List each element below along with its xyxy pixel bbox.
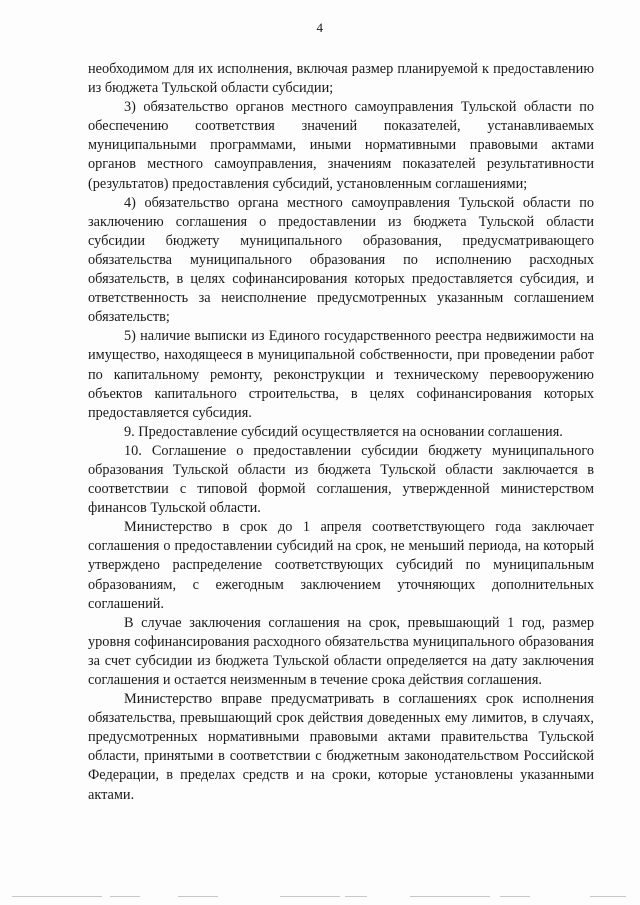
paragraph-clause-10: 10. Соглашение о предоставлении субсидии бюджету муниципального образования Тульской области из бюджета Тульской области заключается в соответствии с типовой формой соглашения, утвержденной министерством финансов Тульской области. — [88, 442, 594, 517]
scan-footer-noise — [0, 891, 640, 897]
paragraph-continuation: необходимом для их исполнения, включая размер планируемой к предоставлению из бюджета Тульской области субсидии; — [88, 61, 594, 97]
paragraph-ministry-rights: Министерство вправе предусматривать в соглашениях срок исполнения обязательства, превышающий срок действия доведенных ему лимитов, в случаях, предусмотренных нормативными правовыми актами правительства Тульской области, принятыми в соответствии с бюджетным законодательством Российской Федерации, в пределах средств и на сроки, которые установлены указанными актами. — [88, 691, 594, 803]
paragraph-item-5: 5) наличие выписки из Единого государственного реестра недвижимости на имущество, находящееся в муниципальной собственности, при проведении работ по капитальному ремонту, реконструкции и техническому перевооружению объектов капитального строительства, в целях софинансирования которых предоставляется субсидия. — [88, 328, 594, 421]
paragraph-ministry-deadline: Министерство в срок до 1 апреля соответствующего года заключает соглашения о предоставлении субсидий на срок, не меньший периода, на который утверждено распределение соответствующих субсидий по муниципальным образованиям, с ежегодным заключением уточняющих дополнительных соглашений. — [88, 519, 594, 612]
paragraph-item-3: 3) обязательство органов местного самоуправления Тульской области по обеспечению соответствия значений показателей, устанавливаемых муниципальными программами, иными нормативными правовыми актами органов местного самоуправления, значениям показателей результативности (результатов) предоставления субсидий, установленным соглашениями; — [88, 99, 594, 192]
paragraph-item-4: 4) обязательство органа местного самоуправления Тульской области по заключению соглашения о предоставлении из бюджета Тульской области субсидии бюджету муниципального образования, предусматривающего обязательства муниципального образования по исполнению расходных обязательств, в целях софинансирования которых предоставляется субсидия, и ответственность за неисполнение предусмотренных указанным соглашением обязательств; — [88, 194, 594, 326]
page-number: 4 — [316, 20, 324, 35]
paragraph-clause-9: 9. Предоставление субсидий осуществляется на основании соглашения. — [124, 423, 563, 440]
paragraph-long-term-agreement: В случае заключения соглашения на срок, превышающий 1 год, размер уровня софинансирования расходного обязательства муниципального образования за счет субсидии из бюджета Тульской области определяется на дату заключения соглашения и остается неизменным в течение срока действия соглашения. — [88, 614, 594, 688]
document-body — [88, 60, 594, 805]
